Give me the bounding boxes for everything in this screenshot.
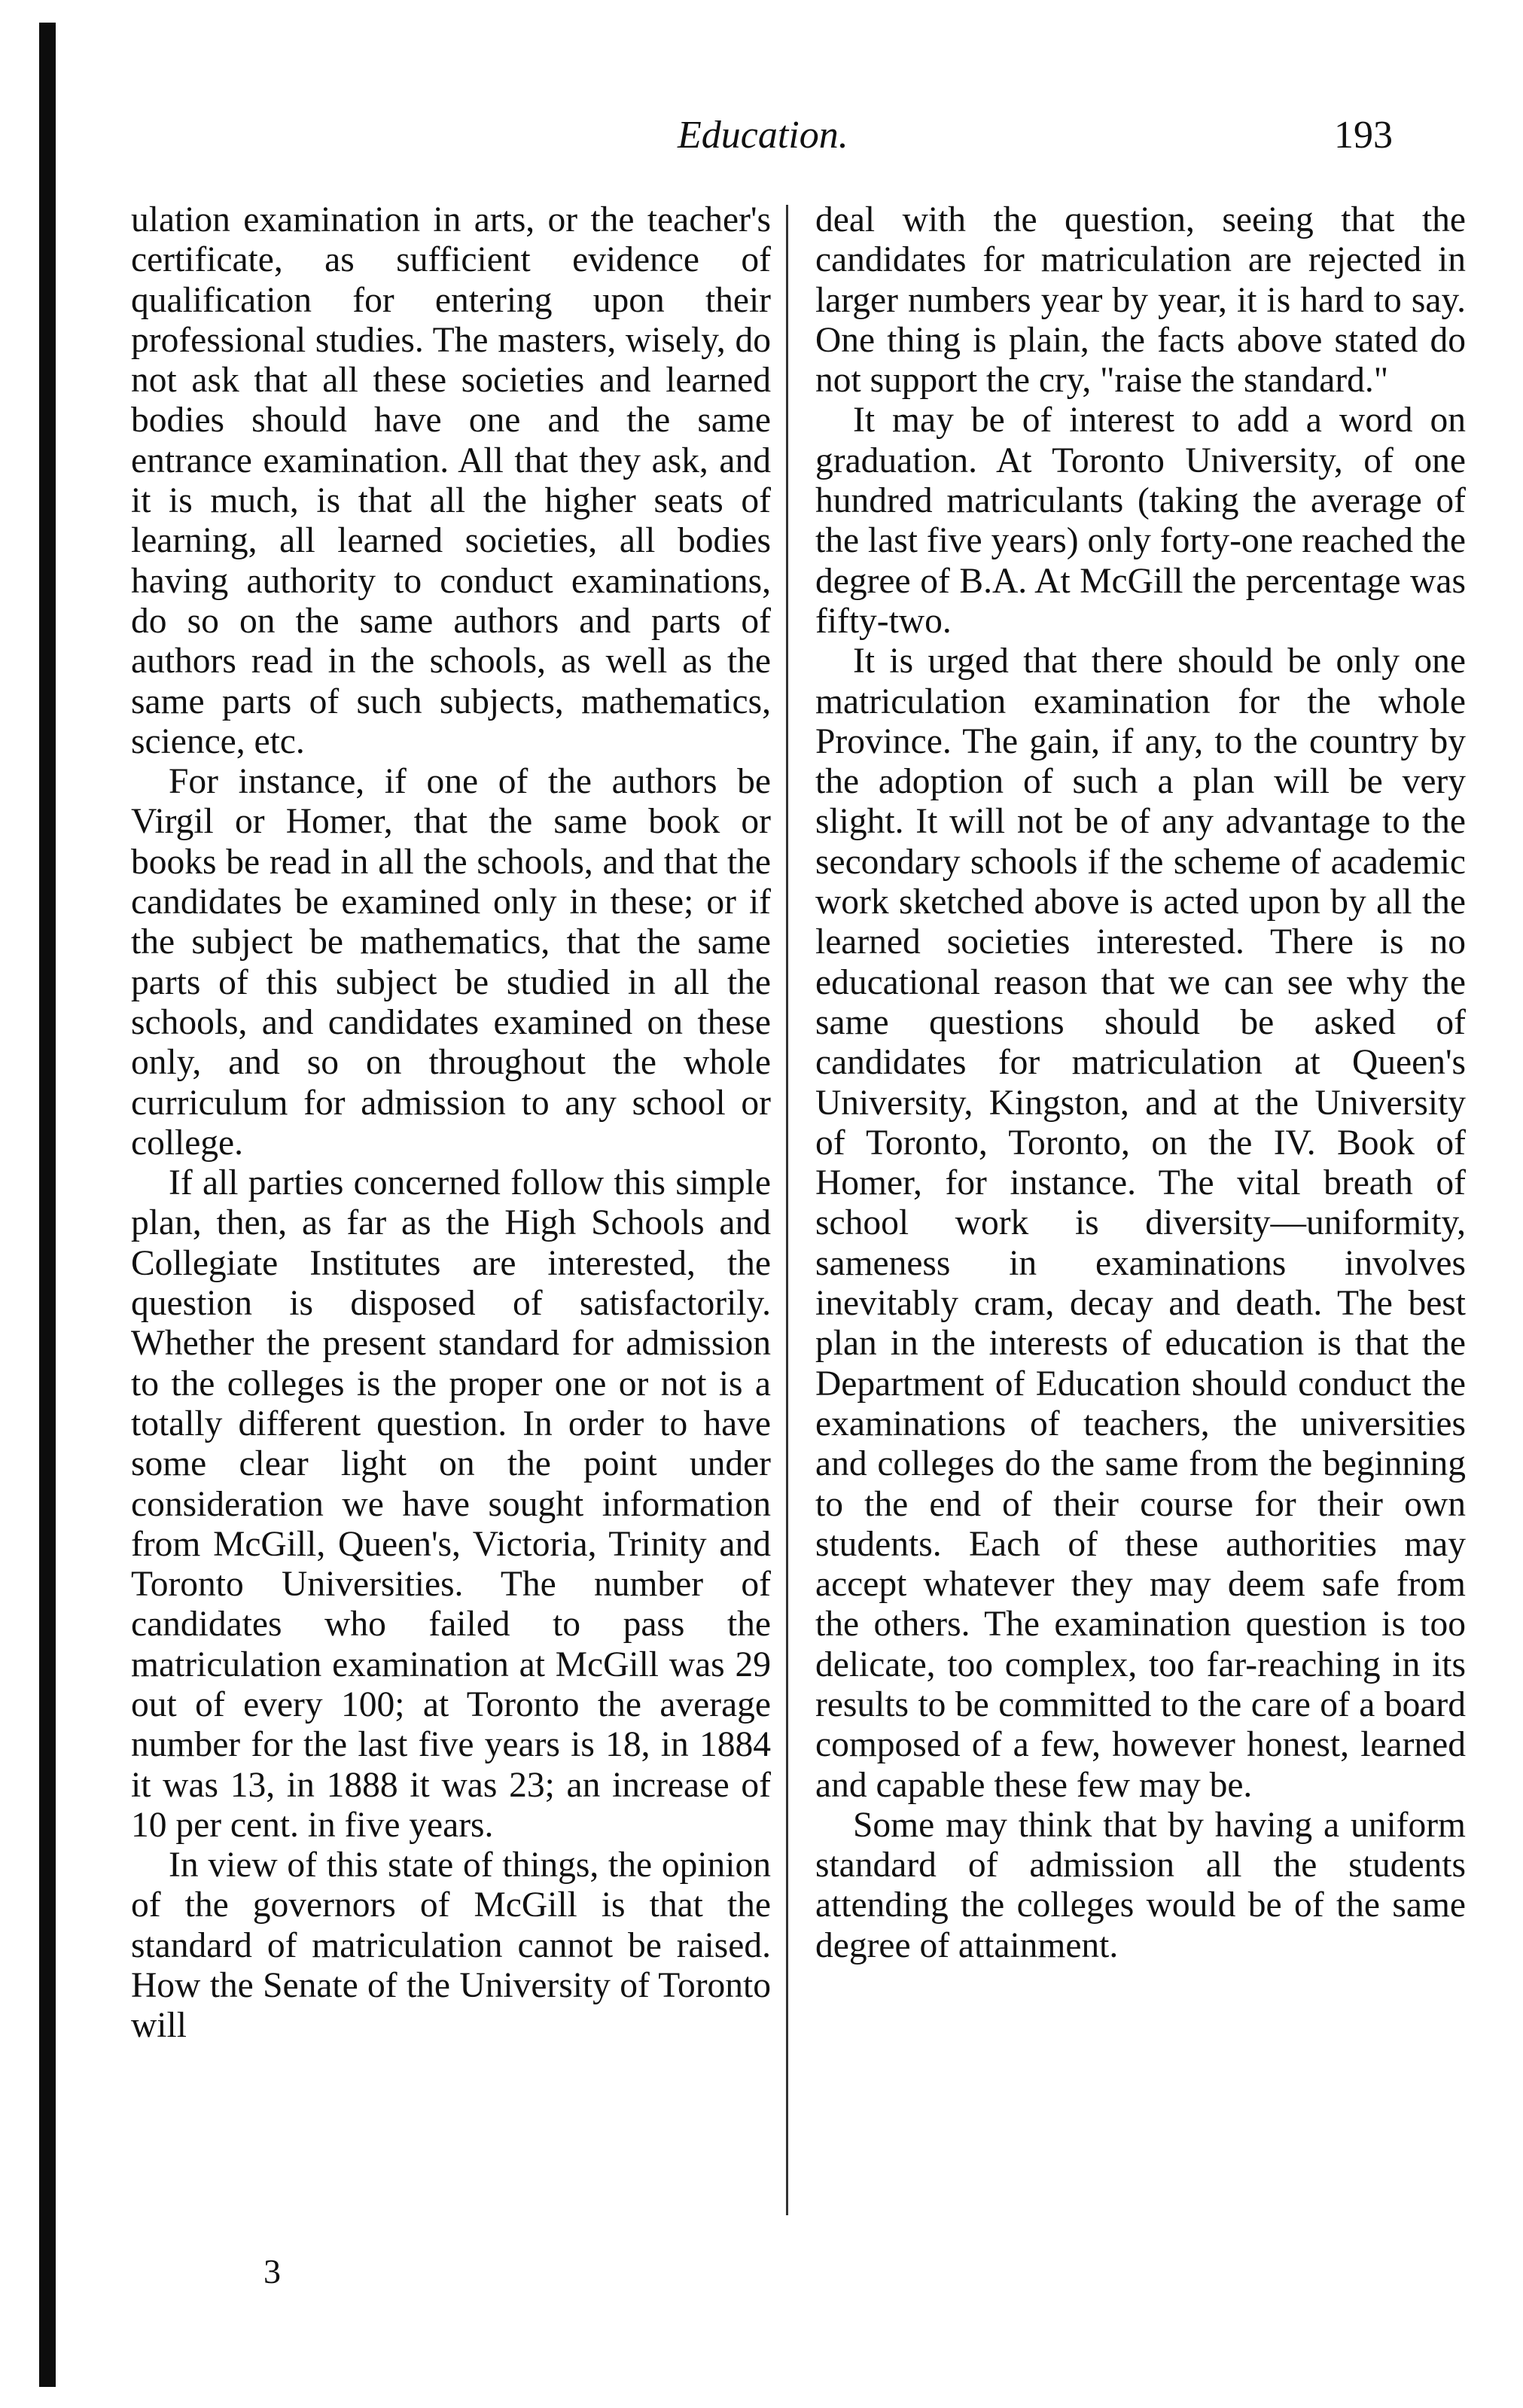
paragraph: In view of this state of things, the opinion of the governors of McGill is that the standard of matriculation cannot be raised. How the Senate of the University of Toronto will xyxy=(131,1846,771,2046)
paragraph: For instance, if one of the authors be Virgil or Homer, that the same book or books be read in all the schools, and that the candidates be examined only in these; or if the subject be mathematics, that the same parts of this subject be studied in all the schools, and candidates examined on these only, and so on throughout the whole curriculum for admission to any school or college. xyxy=(131,762,771,1163)
paragraph: It may be of interest to add a word on graduation. At Toronto University, of one hundred matriculants (taking the average of the last five years) only forty-one reached the degree of B.A. At McGill the percentage was fifty-two. xyxy=(815,401,1466,641)
running-title: Education. xyxy=(678,114,848,157)
running-head xyxy=(0,113,1523,166)
paragraph: Some may think that by having a uniform standard of admission all the students attending the colleges would be of the same degree of attainment. xyxy=(815,1805,1466,1965)
paragraph: ulation examination in arts, or the teacher's certificate, as sufficient evidence of qualification for entering upon their professional studies. The masters, wisely, do not ask that all these societies and learned bodies should have one and the same entrance examination. All that they ask, and it is much, is that all the higher seats of learning, all learned societies, all bodies having authority to conduct examinations, do so on the same authors and parts of authors read in the schools, as well as the same parts of such subjects, mathematics, science, etc. xyxy=(131,200,771,761)
left-column xyxy=(131,200,771,2047)
page-number: 193 xyxy=(1334,114,1393,157)
paragraph: If all parties concerned follow this simple plan, then, as far as the High Schools and Collegiate Institutes are interested, the question is disposed of satisfactorily. Whether the present standard for admission to the colleges is the proper one or not is a totally different question. In order to have some clear light on the point under consideration we have sought information from McGill, Queen's, Victoria, Trinity and Toronto Universities. The number of candidates who failed to pass the matriculation examination at McGill was 29 out of every 100; at Toronto the average number for the last five years is 18, in 1884 it was 13, in 1888 it was 23; an increase of 10 per cent. in five years. xyxy=(131,1163,771,1845)
binding-edge xyxy=(39,23,56,2387)
signature-mark: 3 xyxy=(263,2252,281,2291)
right-column xyxy=(815,200,1466,1966)
column-rule xyxy=(786,205,788,2215)
paragraph: It is urged that there should be only one matriculation examination for the whole Province. The gain, if any, to the country by the adoption of such a plan will be very slight. It will not be of any advantage to the secondary schools if the scheme of academic work sketched above is acted upon by all the learned societies interested. There is no educational reason that we can see why the same questions should be asked of candidates for matriculation at Queen's University, Kingston, and at the University of Toronto, Toronto, on the IV. Book of Homer, for instance. The vital breath of school work is diversity—uniformity, sameness in examinations involves inevitably cram, decay and death. The best plan in the interests of education is that the Department of Education should conduct the examinations of teachers, the universities and colleges do the same from the beginning to the end of their course for their own students. Each of these authorities may accept whatever they may deem safe from the others. The examination question is too delicate, too complex, too far-reaching in its results to be committed to the care of a board composed of a few, however honest, learned and capable these few may be. xyxy=(815,642,1466,1805)
paragraph: deal with the question, seeing that the candidates for matriculation are rejected in larger numbers year by year, it is hard to say. One thing is plain, the facts above stated do not support the cry, "raise the standard." xyxy=(815,200,1466,401)
